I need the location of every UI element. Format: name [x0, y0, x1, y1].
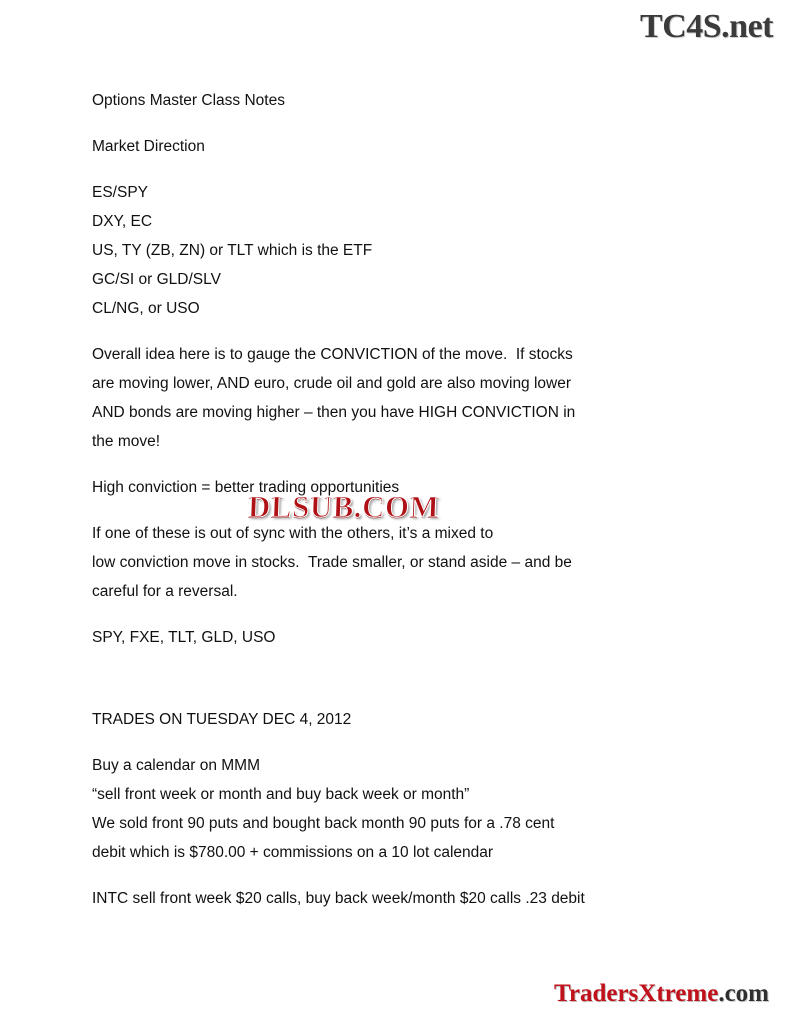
mixed-conviction-paragraph — [92, 519, 702, 606]
trade-line-intc: INTC sell front week $20 calls, buy back week/month $20 calls .23 debit — [92, 890, 585, 907]
instrument-line: DXY, EC — [92, 213, 153, 230]
instrument-line: US, TY (ZB, ZN) or TLT which is the ETF — [92, 242, 373, 259]
trade-line: “sell front week or month and buy back week or month” — [92, 786, 470, 803]
site-brand-bottom — [554, 980, 769, 1008]
conviction-paragraph — [92, 340, 702, 456]
paragraph-line: careful for a reversal. — [92, 583, 238, 600]
trade-line: Buy a calendar on MMM — [92, 757, 260, 774]
trade-block — [92, 751, 702, 867]
trade-line: We sold front 90 puts and bought back month 90 puts for a .78 cent — [92, 815, 555, 832]
section-spacer — [92, 669, 702, 705]
paragraph-line: Overall idea here is to gauge the CONVICTION of the move. If stocks — [92, 346, 573, 363]
conviction-note: High conviction = better trading opportunities — [92, 479, 400, 496]
trades-heading: TRADES ON TUESDAY DEC 4, 2012 — [92, 711, 352, 728]
trade-line: debit which is $780.00 + commissions on a 10 lot calendar — [92, 844, 494, 861]
brand-name-text: TradersXtreme — [554, 980, 719, 1007]
instrument-line: ES/SPY — [92, 184, 148, 201]
brand-tld-text: .com — [718, 980, 769, 1007]
paragraph-line: low conviction move in stocks. Trade smaller, or stand aside – and be — [92, 554, 572, 571]
instrument-line: CL/NG, or USO — [92, 300, 200, 317]
instrument-line: GC/SI or GLD/SLV — [92, 271, 221, 288]
site-brand-top: TC4S.net — [640, 8, 773, 45]
section-heading-market-direction: Market Direction — [92, 138, 205, 155]
paragraph-line: are moving lower, AND euro, crude oil and gold are also moving lower — [92, 375, 572, 392]
document-title: Options Master Class Notes — [92, 92, 285, 109]
paragraph-line: AND bonds are moving higher – then you have HIGH CONVICTION in — [92, 404, 576, 421]
paragraph-line: If one of these is out of sync with the others, it’s a mixed to — [92, 525, 494, 542]
watermark-dlsub: DLSUB.COM — [247, 489, 441, 524]
paragraph-line: the move! — [92, 433, 161, 450]
etf-list: SPY, FXE, TLT, GLD, USO — [92, 629, 276, 646]
instrument-list — [92, 178, 702, 323]
